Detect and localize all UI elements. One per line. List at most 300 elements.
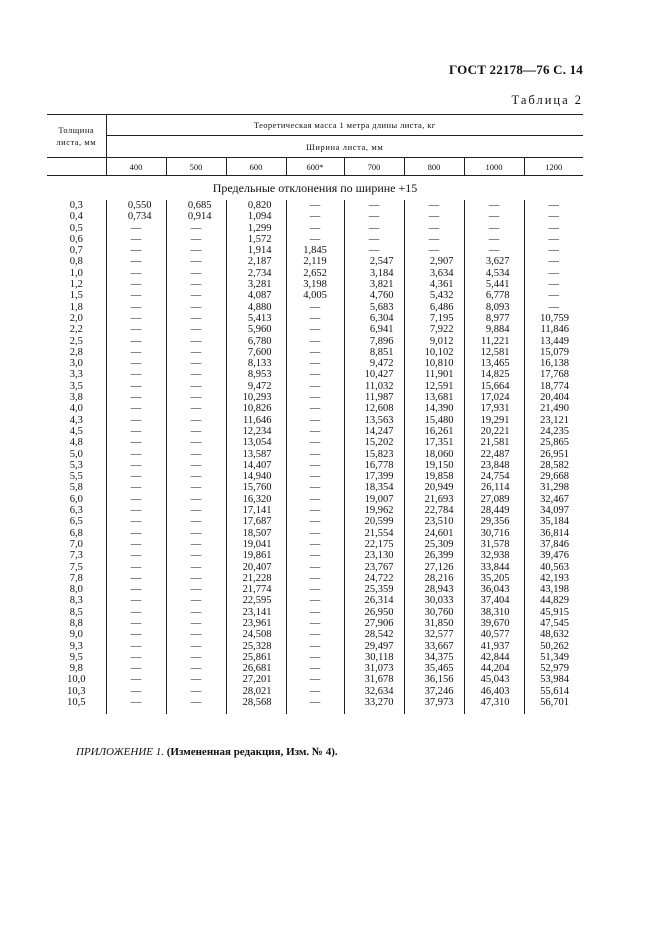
mass-cell: — (286, 403, 344, 414)
mass-cell: 10,293 (226, 392, 286, 403)
mass-cell: 3,281 (226, 279, 286, 290)
mass-cell: 23,510 (404, 516, 464, 527)
mass-cell: 28,449 (464, 505, 524, 516)
column-header: 400 (106, 158, 166, 176)
mass-cell: 5,683 (344, 302, 404, 313)
column-header-blank (47, 158, 106, 176)
mass-cell: 12,608 (344, 403, 404, 414)
mass-cell: 1,914 (226, 245, 286, 256)
mass-cell: — (106, 652, 166, 663)
mass-cell: — (166, 482, 226, 493)
mass-cell: 8,851 (344, 347, 404, 358)
mass-cell: 6,941 (344, 324, 404, 335)
thickness-cell: 0,3 (69, 200, 83, 211)
mass-cell: — (166, 641, 226, 652)
mass-cell: 31,073 (344, 663, 404, 674)
mass-cell: 39,476 (524, 550, 583, 561)
mass-cell: 56,701 (524, 697, 583, 714)
thickness-cell: 10,5 (67, 697, 86, 709)
mass-cell: 29,356 (464, 516, 524, 527)
table-row (47, 460, 583, 471)
mass-cell: — (286, 223, 344, 234)
mass-cell: 2,119 (286, 256, 344, 267)
mass-cell: — (166, 279, 226, 290)
mass-cell: 53,984 (524, 674, 583, 685)
table-row (47, 573, 583, 584)
mass-cell: 17,024 (464, 392, 524, 403)
thickness-cell: 2,2 (69, 324, 83, 336)
mass-cell: 20,404 (524, 392, 583, 403)
mass-cell: 3,184 (344, 268, 404, 279)
mass-cell: 42,193 (524, 573, 583, 584)
mass-cell: 8,953 (226, 369, 286, 380)
mass-cell: — (344, 245, 404, 256)
thickness-cell: 3,0 (69, 358, 83, 370)
mass-cell: — (106, 595, 166, 606)
mass-cell: 52,979 (524, 663, 583, 674)
mass-cell: 45,043 (464, 674, 524, 685)
appendix-note (76, 746, 338, 758)
mass-cell: 11,987 (344, 392, 404, 403)
thickness-cell: 1,2 (69, 279, 83, 291)
mass-cell: 7,195 (404, 313, 464, 324)
mass-cell: 5,960 (226, 324, 286, 335)
mass-cell: — (166, 415, 226, 426)
table-row (47, 550, 583, 561)
mass-cell: — (106, 629, 166, 640)
mass-cell: — (524, 211, 583, 222)
mass-cell: 25,359 (344, 584, 404, 595)
mass-group-header: Теоретическая масса 1 метра длины листа, кг (106, 115, 583, 136)
mass-cell: 0,550 (106, 200, 166, 211)
mass-cell: 5,413 (226, 313, 286, 324)
mass-cell: — (106, 528, 166, 539)
mass-cell: — (524, 279, 583, 290)
mass-cell: 12,234 (226, 426, 286, 437)
column-header: 600 (226, 158, 286, 176)
thickness-cell: 8,8 (69, 617, 83, 629)
mass-cell: 44,829 (524, 595, 583, 606)
mass-cell: — (344, 223, 404, 234)
mass-cell: 19,041 (226, 539, 286, 550)
table-row (47, 403, 583, 414)
mass-cell: — (166, 381, 226, 392)
mass-cell: 19,291 (464, 415, 524, 426)
mass-cell: — (344, 200, 404, 211)
mass-cell: 28,021 (226, 686, 286, 697)
mass-cell: 3,627 (464, 256, 524, 267)
mass-cell: — (286, 505, 344, 516)
mass-cell: 26,114 (464, 482, 524, 493)
thickness-cell: 9,8 (69, 663, 83, 675)
mass-cell: — (404, 234, 464, 245)
mass-cell: 26,951 (524, 449, 583, 460)
mass-cell: 23,961 (226, 618, 286, 629)
mass-cell: 17,351 (404, 437, 464, 448)
mass-cell: 40,577 (464, 629, 524, 640)
table-row (47, 674, 583, 685)
table-row (47, 505, 583, 516)
mass-cell: 46,403 (464, 686, 524, 697)
mass-cell: 7,600 (226, 347, 286, 358)
mass-cell: — (166, 618, 226, 629)
mass-cell: — (166, 697, 226, 714)
mass-cell: 20,949 (404, 482, 464, 493)
mass-cell: — (106, 223, 166, 234)
mass-cell: 31,578 (464, 539, 524, 550)
mass-cell: 28,568 (226, 697, 286, 714)
mass-cell: 41,937 (464, 641, 524, 652)
table-row (47, 539, 583, 550)
mass-cell: 23,121 (524, 415, 583, 426)
thickness-cell: 7,8 (69, 572, 83, 584)
mass-cell: 36,156 (404, 674, 464, 685)
mass-cell: — (464, 234, 524, 245)
table-row (47, 313, 583, 324)
table-row (47, 494, 583, 505)
mass-cell: — (524, 256, 583, 267)
thickness-cell: 10,3 (67, 685, 86, 697)
mass-cell: 27,906 (344, 618, 404, 629)
mass-cell: 2,907 (404, 256, 464, 267)
mass-cell: 45,915 (524, 607, 583, 618)
thickness-cell: 9,0 (69, 629, 83, 641)
mass-cell: 51,349 (524, 652, 583, 663)
mass-cell: 33,270 (344, 697, 404, 714)
mass-cell: 37,404 (464, 595, 524, 606)
column-header: 1200 (524, 158, 583, 176)
mass-cell: 35,205 (464, 573, 524, 584)
mass-cell: 26,314 (344, 595, 404, 606)
mass-cell: — (166, 539, 226, 550)
mass-cell: 10,427 (344, 369, 404, 380)
mass-cell: 47,545 (524, 618, 583, 629)
mass-cell: — (166, 595, 226, 606)
thickness-cell: 2,0 (69, 312, 83, 324)
mass-cell: 12,591 (404, 381, 464, 392)
mass-cell: 40,563 (524, 562, 583, 573)
mass-cell: — (106, 426, 166, 437)
mass-cell: — (166, 505, 226, 516)
mass-cell: — (286, 369, 344, 380)
table-row (47, 279, 583, 290)
mass-cell: 15,202 (344, 437, 404, 448)
thickness-cell: 3,5 (69, 380, 83, 392)
mass-cell: — (106, 290, 166, 301)
mass-cell: — (286, 313, 344, 324)
mass-cell: 33,667 (404, 641, 464, 652)
mass-cell: 2,734 (226, 268, 286, 279)
mass-cell: 10,102 (404, 347, 464, 358)
mass-cell: — (286, 686, 344, 697)
table-row (47, 268, 583, 279)
table-row (47, 392, 583, 403)
mass-cell: 17,768 (524, 369, 583, 380)
mass-cell: — (286, 663, 344, 674)
table-row (47, 482, 583, 493)
table-row (47, 607, 583, 618)
mass-cell: 37,246 (404, 686, 464, 697)
mass-cell: — (166, 347, 226, 358)
document-header: ГОСТ 22178—76 С. 14 (449, 62, 583, 77)
mass-cell: 23,767 (344, 562, 404, 573)
thickness-header-line1: Толщина (58, 125, 95, 135)
mass-cell: 9,472 (344, 358, 404, 369)
mass-cell: — (404, 211, 464, 222)
mass-cell: — (166, 369, 226, 380)
table-row (47, 245, 583, 256)
mass-cell: — (286, 358, 344, 369)
thickness-cell: 1,5 (69, 290, 83, 302)
mass-cell: 2,187 (226, 256, 286, 267)
mass-cell: 20,221 (464, 426, 524, 437)
mass-cell: — (286, 471, 344, 482)
mass-cell: — (166, 573, 226, 584)
mass-cell: — (106, 279, 166, 290)
mass-cell: 11,646 (226, 415, 286, 426)
mass-cell: — (464, 245, 524, 256)
mass-cell: 28,542 (344, 629, 404, 640)
mass-cell: — (106, 573, 166, 584)
table-row (47, 324, 583, 335)
mass-cell: 16,138 (524, 358, 583, 369)
mass-cell: 22,784 (404, 505, 464, 516)
mass-cell: — (524, 223, 583, 234)
mass-cell: 38,310 (464, 607, 524, 618)
table-row (47, 381, 583, 392)
mass-cell: — (286, 652, 344, 663)
mass-cell: 24,722 (344, 573, 404, 584)
mass-cell: — (286, 211, 344, 222)
mass-cell: 22,175 (344, 539, 404, 550)
mass-cell: 30,716 (464, 528, 524, 539)
mass-cell: 43,198 (524, 584, 583, 595)
mass-cell: — (286, 584, 344, 595)
mass-cell: — (106, 415, 166, 426)
mass-cell: 1,094 (226, 211, 286, 222)
mass-cell: 4,534 (464, 268, 524, 279)
mass-cell: — (166, 528, 226, 539)
mass-cell: 28,582 (524, 460, 583, 471)
mass-cell: 21,693 (404, 494, 464, 505)
mass-cell: 32,634 (344, 686, 404, 697)
mass-cell: 13,563 (344, 415, 404, 426)
mass-cell: 26,399 (404, 550, 464, 561)
mass-cell: 32,938 (464, 550, 524, 561)
mass-cell: — (286, 347, 344, 358)
thickness-cell: 6,0 (69, 493, 83, 505)
mass-cell: 26,681 (226, 663, 286, 674)
mass-cell: — (106, 392, 166, 403)
thickness-cell: 8,3 (69, 595, 83, 607)
mass-cell: — (286, 595, 344, 606)
mass-cell: — (166, 256, 226, 267)
mass-cell: 19,861 (226, 550, 286, 561)
mass-cell: — (166, 290, 226, 301)
mass-cell: — (286, 618, 344, 629)
mass-cell: 29,497 (344, 641, 404, 652)
mass-cell: 8,977 (464, 313, 524, 324)
thickness-header (47, 115, 106, 158)
mass-cell: — (166, 426, 226, 437)
thickness-cell: 5,5 (69, 471, 83, 483)
mass-cell: 6,486 (404, 302, 464, 313)
table-row (47, 697, 583, 714)
table-row (47, 358, 583, 369)
mass-cell: 25,328 (226, 641, 286, 652)
mass-cell: — (166, 494, 226, 505)
mass-cell: 24,601 (404, 528, 464, 539)
table-row (47, 200, 583, 211)
mass-cell: — (106, 584, 166, 595)
column-header: 600* (286, 158, 344, 176)
mass-cell: — (404, 223, 464, 234)
thickness-header-line2: листа, мм (56, 137, 97, 147)
mass-cell: 14,247 (344, 426, 404, 437)
mass-cell: — (166, 437, 226, 448)
thickness-cell: 1,8 (69, 301, 83, 313)
mass-cell: 6,780 (226, 336, 286, 347)
table-row (47, 663, 583, 674)
mass-cell: 31,678 (344, 674, 404, 685)
column-header: 500 (166, 158, 226, 176)
table-row (47, 528, 583, 539)
mass-cell: 25,861 (226, 652, 286, 663)
mass-cell: — (166, 223, 226, 234)
mass-cell: — (106, 494, 166, 505)
mass-cell: 21,554 (344, 528, 404, 539)
mass-cell: 18,774 (524, 381, 583, 392)
mass-cell: 18,507 (226, 528, 286, 539)
mass-cell: 4,005 (286, 290, 344, 301)
thickness-cell: 4,8 (69, 437, 83, 449)
thickness-cell: 8,5 (69, 606, 83, 618)
mass-cell: — (106, 539, 166, 550)
mass-cell: — (166, 302, 226, 313)
mass-cell: 7,922 (404, 324, 464, 335)
mass-cell: — (286, 550, 344, 561)
table-row (47, 369, 583, 380)
mass-cell: 9,472 (226, 381, 286, 392)
mass-cell: — (286, 336, 344, 347)
mass-cell: 48,632 (524, 629, 583, 640)
mass-cell: — (166, 629, 226, 640)
mass-cell: 9,884 (464, 324, 524, 335)
thickness-cell: 3,8 (69, 392, 83, 404)
table-row (47, 629, 583, 640)
mass-cell: 10,810 (404, 358, 464, 369)
thickness-cell: 6,5 (69, 516, 83, 528)
mass-cell: 26,950 (344, 607, 404, 618)
table-row (47, 437, 583, 448)
mass-cell: 6,778 (464, 290, 524, 301)
mass-cell: 13,054 (226, 437, 286, 448)
mass-cell: 25,309 (404, 539, 464, 550)
mass-cell: — (166, 336, 226, 347)
mass-cell: — (166, 584, 226, 595)
table-row (47, 471, 583, 482)
mass-cell: 19,007 (344, 494, 404, 505)
mass-cell: — (286, 437, 344, 448)
mass-cell: — (286, 516, 344, 527)
mass-cell: — (404, 200, 464, 211)
mass-cell: — (106, 347, 166, 358)
mass-cell: 7,896 (344, 336, 404, 347)
mass-cell: — (166, 403, 226, 414)
mass-cell: — (166, 460, 226, 471)
mass-cell: 15,823 (344, 449, 404, 460)
mass-cell: — (106, 482, 166, 493)
thickness-cell: 5,8 (69, 482, 83, 494)
mass-cell: — (286, 629, 344, 640)
mass-cell: — (106, 336, 166, 347)
thickness-cell: 7,3 (69, 550, 83, 562)
thickness-cell: 1,0 (69, 267, 83, 279)
mass-cell: 30,033 (404, 595, 464, 606)
mass-cell: — (286, 324, 344, 335)
table-row (47, 652, 583, 663)
table-row (47, 641, 583, 652)
mass-cell: — (524, 302, 583, 313)
table-row (47, 584, 583, 595)
mass-cell: 5,441 (464, 279, 524, 290)
table-row (47, 347, 583, 358)
mass-cell: — (166, 313, 226, 324)
mass-cell: 14,407 (226, 460, 286, 471)
mass-cell: 23,848 (464, 460, 524, 471)
mass-cell: 4,760 (344, 290, 404, 301)
mass-cell: — (106, 697, 166, 714)
mass-cell: 0,820 (226, 200, 286, 211)
mass-cell: 28,943 (404, 584, 464, 595)
mass-cell: 12,581 (464, 347, 524, 358)
mass-cell: — (286, 528, 344, 539)
table-row (47, 516, 583, 527)
mass-cell: 19,858 (404, 471, 464, 482)
mass-cell: 24,508 (226, 629, 286, 640)
column-header: 700 (344, 158, 404, 176)
mass-cell: — (286, 460, 344, 471)
mass-cell: 55,614 (524, 686, 583, 697)
mass-cell: 2,652 (286, 268, 344, 279)
mass-cell: 18,060 (404, 449, 464, 460)
mass-cell: — (464, 223, 524, 234)
thickness-cell: 7,5 (69, 561, 83, 573)
mass-cell: — (166, 516, 226, 527)
mass-cell: 8,133 (226, 358, 286, 369)
mass-cell: 24,754 (464, 471, 524, 482)
mass-cell: 37,973 (404, 697, 464, 714)
mass-cell: 32,577 (404, 629, 464, 640)
mass-cell: 15,480 (404, 415, 464, 426)
table-row (47, 256, 583, 267)
mass-cell: — (166, 268, 226, 279)
mass-cell: 27,201 (226, 674, 286, 685)
mass-cell: 6,304 (344, 313, 404, 324)
mass-cell: — (166, 234, 226, 245)
thickness-cell: 2,5 (69, 335, 83, 347)
table-row (47, 211, 583, 222)
mass-cell: 21,774 (226, 584, 286, 595)
thickness-cell: 9,3 (69, 640, 83, 652)
mass-cell: — (286, 426, 344, 437)
table-row (47, 415, 583, 426)
thickness-cell: 4,0 (69, 403, 83, 415)
mass-cell: 20,407 (226, 562, 286, 573)
mass-cell: 13,465 (464, 358, 524, 369)
mass-cell: 15,760 (226, 482, 286, 493)
mass-cell: 13,681 (404, 392, 464, 403)
